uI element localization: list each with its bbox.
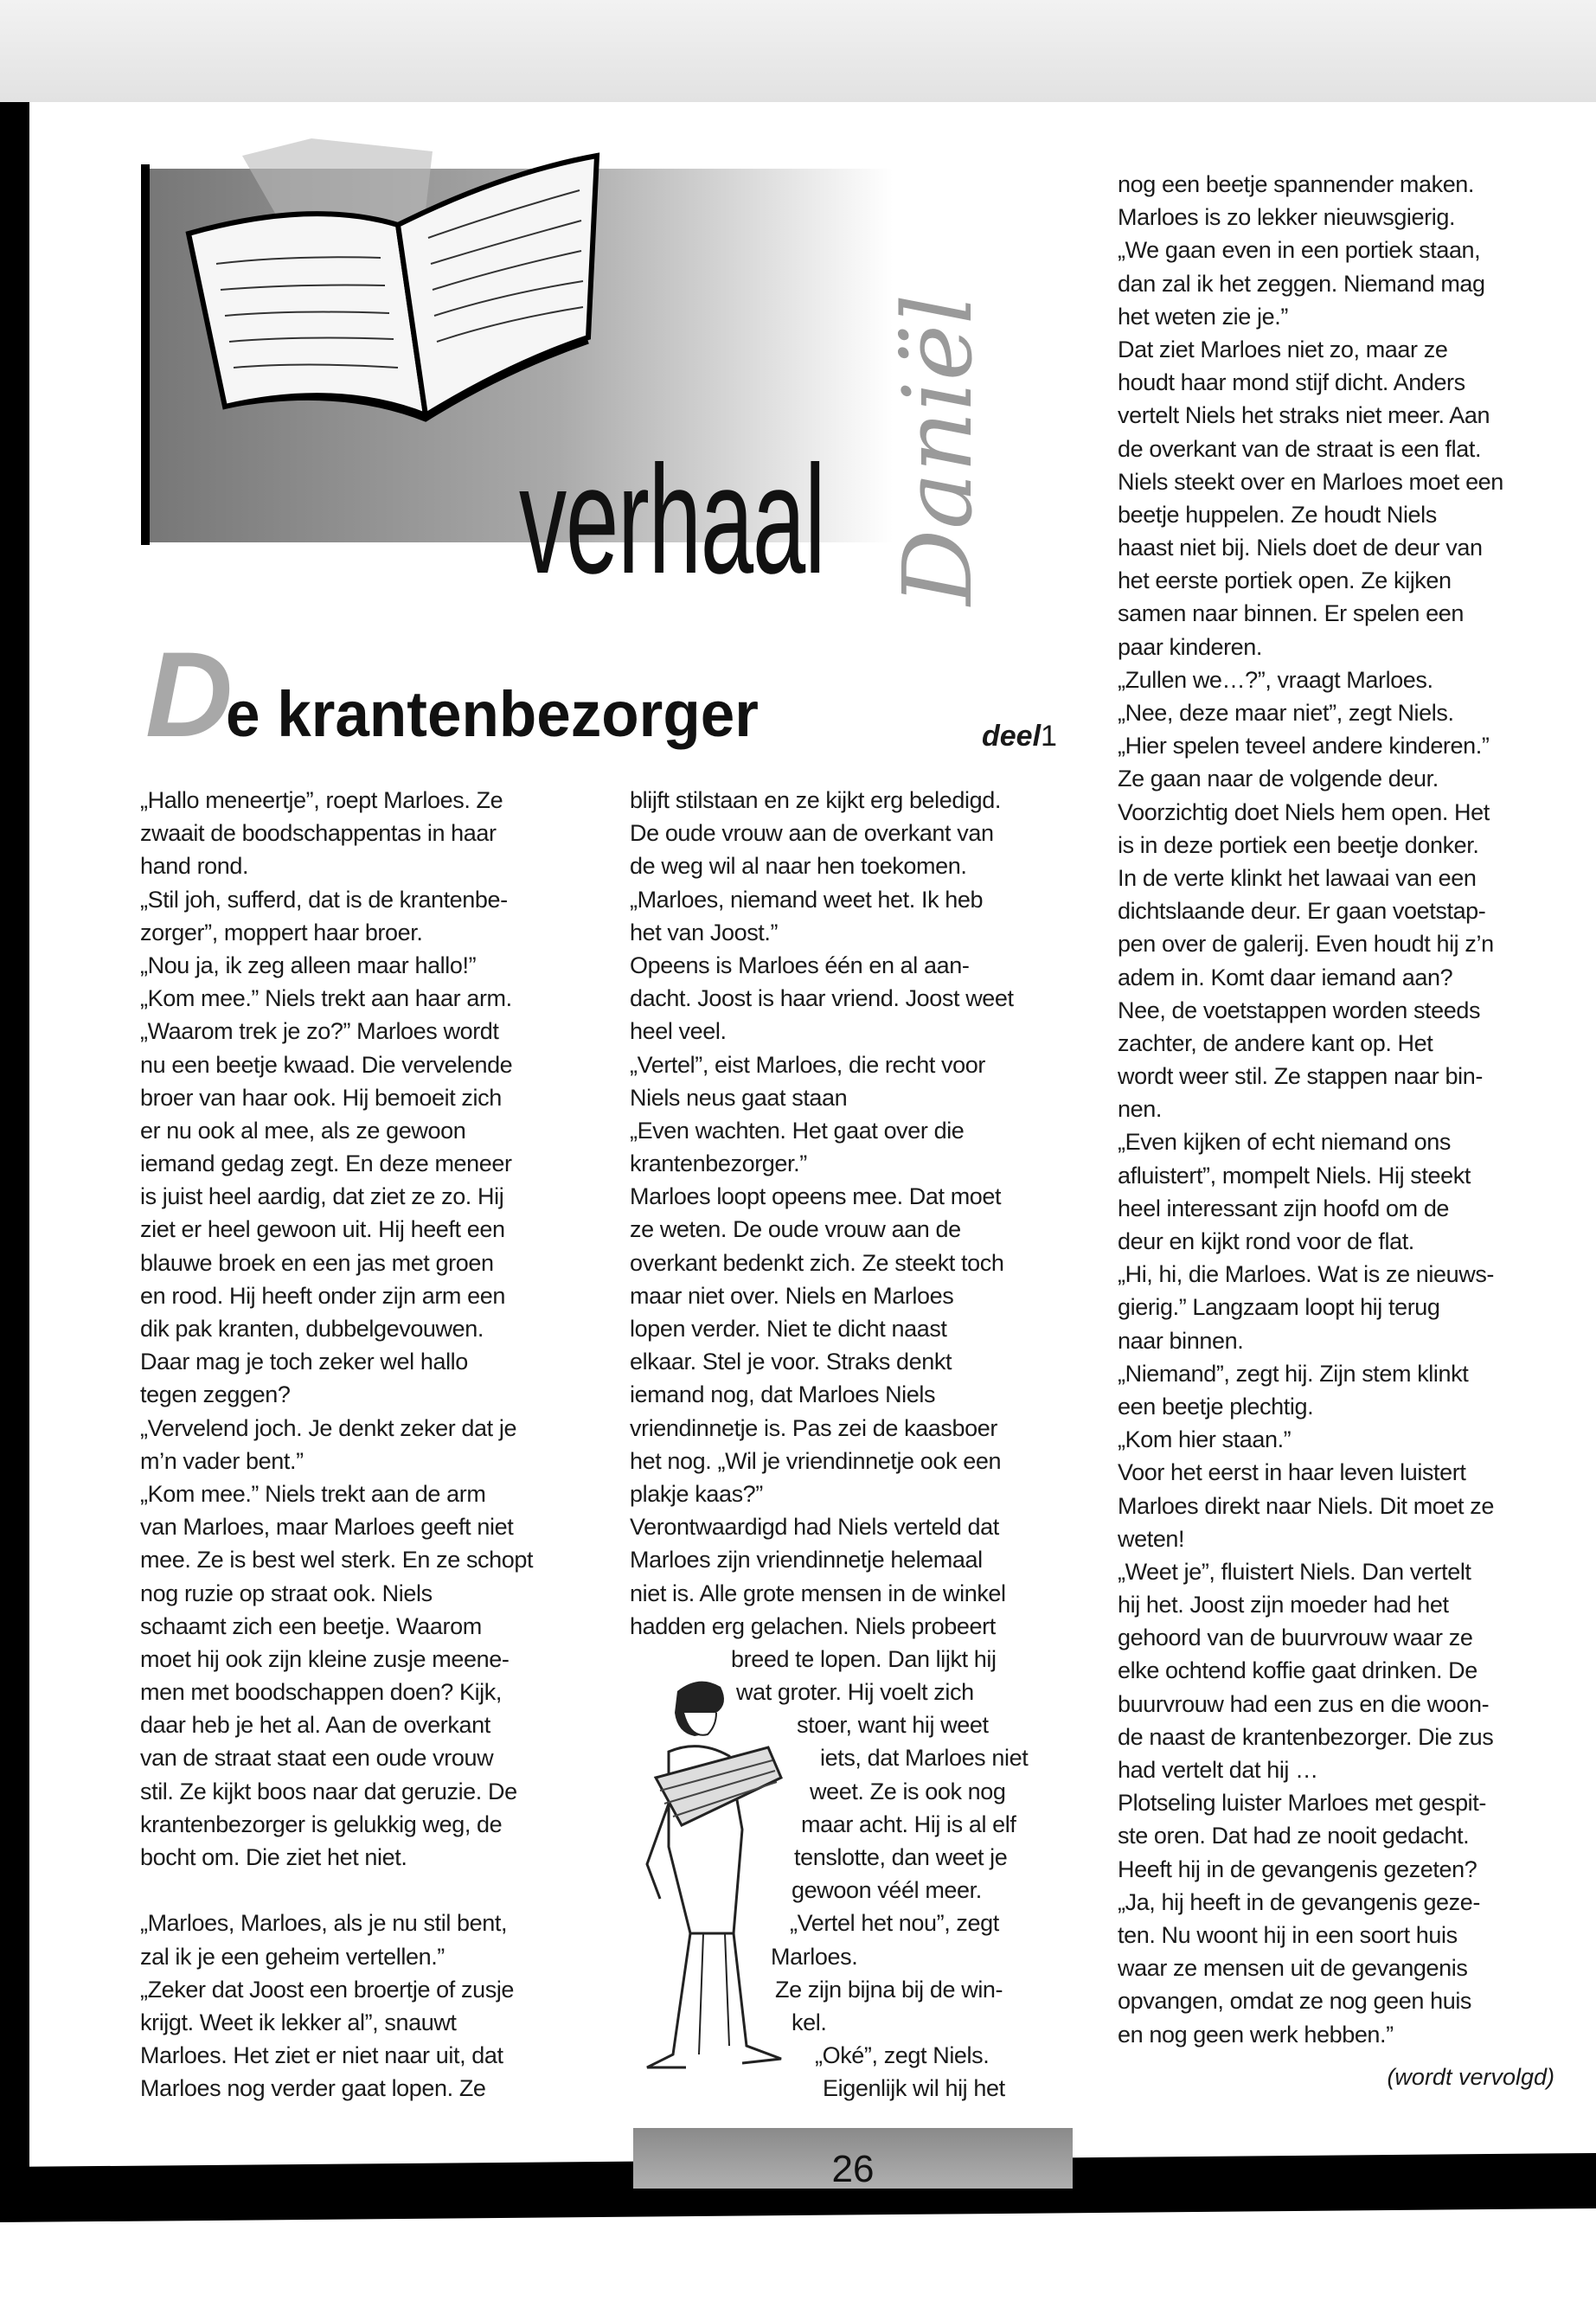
- text-line: beetje huppelen. Ze houdt Niels: [1118, 501, 1437, 528]
- continued-note: (wordt vervolgd): [1387, 2064, 1554, 2090]
- text-line: stoer, want hij weet: [797, 1712, 989, 1739]
- text-line: „Vertel het nou”, zegt: [790, 1910, 999, 1937]
- text-line: adem in. Komt daar iemand aan?: [1118, 964, 1453, 990]
- text-line: maar niet over. Niels en Marloes: [630, 1282, 954, 1309]
- text-line: m’n vader bent.”: [140, 1447, 304, 1474]
- text-line: een beetje plechtig.: [1118, 1393, 1314, 1420]
- title-text: e krantenbezorger: [226, 678, 759, 750]
- text-line: Verontwaardigd had Niels verteld dat: [630, 1514, 999, 1541]
- text-line: blijft stilstaan en ze kijkt erg beledigd.: [630, 787, 1001, 813]
- text-line: [140, 1874, 599, 1907]
- text-line: Heeft hij in de gevangenis gezeten?: [1118, 1856, 1477, 1882]
- text-line: Nee, de voetstappen worden steeds: [1118, 997, 1481, 1023]
- text-line: weten!: [1118, 1525, 1185, 1552]
- text-line: er nu ook al mee, als ze gewoon: [140, 1117, 466, 1144]
- text-line: iets, dat Marloes niet: [820, 1745, 1029, 1772]
- text-line: „Even kijken of echt niemand ons: [1118, 1129, 1451, 1156]
- text-line: hand rond.: [140, 853, 249, 880]
- text-line: weet. Ze is ook nog: [810, 1778, 1006, 1804]
- text-line: Marloes zijn vriendinnetje helemaal: [630, 1547, 983, 1574]
- text-line: Niels steekt over en Marloes moet een: [1118, 468, 1503, 495]
- text-line: In de verte klinkt het lawaai van een: [1118, 864, 1477, 891]
- text-line: plakje kaas?”: [630, 1480, 763, 1507]
- text-line: „Marloes, Marloes, als je nu stil bent,: [140, 1910, 508, 1937]
- text-line: opvangen, omdat ze nog geen huis: [1118, 1988, 1472, 2015]
- text-line: iemand gedag zegt. En deze meneer: [140, 1150, 512, 1177]
- text-line: men met boodschappen doen? Kijk,: [140, 1679, 502, 1706]
- text-column-1: [140, 784, 599, 2106]
- text-line: het nog. „Wil je vriendinnetje ook een: [630, 1447, 1002, 1474]
- text-line: „Niemand”, zegt hij. Zijn stem klinkt: [1118, 1360, 1469, 1387]
- text-line: pen over de galerij. Even houdt hij z’n: [1118, 931, 1494, 958]
- text-line: zwaait de boodschappentas in haar: [140, 820, 497, 847]
- text-line: gehoord van de buurvrouw waar ze: [1118, 1625, 1473, 1651]
- text-line: het weten zie je.”: [1118, 303, 1288, 330]
- text-line: dik pak kranten, dubbelgevouwen.: [140, 1316, 484, 1342]
- text-line: zal ik je een geheim vertellen.”: [140, 1943, 445, 1970]
- text-line: „Marloes, niemand weet het. Ik heb: [630, 886, 984, 913]
- text-line: Marloes. Het ziet er niet naar uit, dat: [140, 2042, 503, 2069]
- text-line: kel.: [792, 2009, 827, 2035]
- text-line: is juist heel aardig, dat ziet ze zo. Hij: [140, 1183, 504, 1210]
- text-line: daar heb je het al. Aan de overkant: [140, 1712, 490, 1739]
- text-line: Marloes.: [771, 1943, 858, 1970]
- text-line: „Vervelend joch. Je denkt zeker dat je: [140, 1414, 517, 1441]
- section-label: verhaal: [519, 433, 825, 606]
- text-line: „Even wachten. Het gaat over die: [630, 1117, 965, 1144]
- title-drop-cap: D: [145, 626, 227, 762]
- text-line: ze weten. De oude vrouw aan de: [630, 1216, 961, 1243]
- text-line: Voor het eerst in haar leven luistert: [1118, 1459, 1466, 1486]
- text-line: dan zal ik het zeggen. Niemand mag: [1118, 270, 1485, 297]
- text-line: Ze zijn bijna bij de win-: [775, 1976, 1003, 2003]
- text-line: nog ruzie op straat ook. Niels: [140, 1580, 433, 1606]
- text-line: maar acht. Hij is al elf: [801, 1811, 1016, 1837]
- text-line: bocht om. Die ziet het niet.: [140, 1844, 407, 1870]
- text-line: buurvrouw had een zus en die woon-: [1118, 1690, 1490, 1717]
- text-line: „Stil joh, sufferd, dat is de krantenbe-: [140, 886, 508, 913]
- text-line: De oude vrouw aan de overkant van: [630, 820, 994, 847]
- text-line: dacht. Joost is haar vriend. Joost weet: [630, 985, 1014, 1012]
- text-line: deur en kijkt rond voor de flat.: [1118, 1228, 1414, 1254]
- text-line: waar ze mensen uit de gevangenis: [1118, 1955, 1468, 1982]
- text-line: breed te lopen. Dan lijkt hij: [731, 1645, 997, 1672]
- text-line: Dat ziet Marloes niet zo, maar ze: [1118, 336, 1448, 362]
- text-line: de naast de krantenbezorger. Die zus: [1118, 1723, 1494, 1750]
- text-line: heel veel.: [630, 1018, 727, 1045]
- text-line: zorger”, moppert haar broer.: [140, 919, 423, 945]
- text-line: broer van haar ook. Hij bemoeit zich: [140, 1084, 502, 1111]
- text-line: hadden erg gelachen. Niels probeert: [630, 1612, 996, 1639]
- text-line: iemand nog, dat Marloes Niels: [630, 1381, 936, 1408]
- text-line: het eerste portiek open. Ze kijken: [1118, 567, 1452, 594]
- text-line: Ze gaan naar de volgende deur.: [1118, 766, 1439, 792]
- text-line: Daar mag je toch zeker wel hallo: [140, 1349, 468, 1375]
- text-line: „Kom mee.” Niels trekt aan de arm: [140, 1480, 486, 1507]
- text-line: „Hier spelen teveel andere kinderen.”: [1118, 733, 1490, 760]
- text-line: mee. Ze is best wel sterk. En ze schopt: [140, 1547, 534, 1574]
- text-column-3: [1118, 168, 1576, 2051]
- text-line: de overkant van de straat is een flat.: [1118, 435, 1482, 462]
- text-line: Opeens is Marloes één en al aan-: [630, 952, 970, 978]
- text-line: schaamt zich een beetje. Waarom: [140, 1612, 482, 1639]
- text-line: en rood. Hij heeft onder zijn arm een: [140, 1282, 505, 1309]
- text-line: had vertelt dat hij …: [1118, 1757, 1318, 1783]
- part-number: 1: [1041, 720, 1057, 753]
- text-line: ziet er heel gewoon uit. Hij heeft een: [140, 1216, 505, 1243]
- text-line: hij het. Joost zijn moeder had het: [1118, 1592, 1449, 1618]
- text-line: „Kom hier staan.”: [1118, 1426, 1292, 1453]
- text-line: „Zullen we…?”, vraagt Marloes.: [1118, 666, 1433, 693]
- text-line: „Ja, hij heeft in de gevangenis geze-: [1118, 1888, 1480, 1915]
- part-word: deel: [982, 720, 1042, 753]
- text-line: van de straat staat een oude vrouw: [140, 1745, 494, 1772]
- text-line: nu een beetje kwaad. Die vervelende: [140, 1051, 513, 1078]
- text-line: houdt haar mond stijf dicht. Anders: [1118, 369, 1465, 396]
- text-line: Marloes nog verder gaat lopen. Ze: [140, 2075, 486, 2102]
- text-line: wordt weer stil. Ze stappen naar bin-: [1118, 1063, 1483, 1090]
- text-line: Eigenlijk wil hij het: [823, 2075, 1005, 2102]
- scan-top-margin: [0, 0, 1596, 102]
- text-line: krijgt. Weet ik lekker al”, snauwt: [140, 2009, 457, 2035]
- text-line: ten. Nu woont hij in een soort huis: [1118, 1921, 1458, 1948]
- author-signature: Daniël: [882, 293, 993, 606]
- text-line: nen.: [1118, 1096, 1162, 1123]
- text-line: naar binnen.: [1118, 1327, 1244, 1354]
- text-line: Niels neus gaat staan: [630, 1084, 848, 1111]
- text-line: vriendinnetje is. Pas zei de kaasboer: [630, 1414, 997, 1441]
- text-line: lopen verder. Niet te dicht naast: [630, 1316, 947, 1342]
- text-line: dichtslaande deur. Er gaan voetstap-: [1118, 898, 1486, 925]
- text-line: „Hallo meneertje”, roept Marloes. Ze: [140, 787, 503, 813]
- text-line: ste oren. Dat had ze nooit gedacht.: [1118, 1823, 1470, 1849]
- text-line: gierig.” Langzaam loopt hij terug: [1118, 1294, 1440, 1321]
- text-line: tenslotte, dan weet je: [794, 1844, 1008, 1870]
- text-line: vertelt Niels het straks niet meer. Aan: [1118, 402, 1490, 429]
- text-line: „Nee, deze maar niet”, zegt Niels.: [1118, 700, 1454, 726]
- page-number: 26: [633, 2128, 1073, 2189]
- text-line: samen naar binnen. Er spelen een: [1118, 600, 1464, 627]
- text-line: Marloes is zo lekker nieuwsgierig.: [1118, 204, 1456, 231]
- text-line: „Weet je”, fluistert Niels. Dan vertelt: [1118, 1558, 1471, 1585]
- text-line: en nog geen werk hebben.”: [1118, 2021, 1394, 2048]
- article-title: [145, 625, 781, 765]
- text-line: elke ochtend koffie gaat drinken. De: [1118, 1657, 1477, 1684]
- text-line: „Hi, hi, die Marloes. Wat is ze nieuws-: [1118, 1261, 1495, 1288]
- text-line: „Vertel”, eist Marloes, die recht voor: [630, 1051, 985, 1078]
- text-line: „Kom mee.” Niels trekt aan haar arm.: [140, 985, 512, 1012]
- text-line: van Marloes, maar Marloes geeft niet: [140, 1514, 514, 1541]
- text-line: is in deze portiek een beetje donker.: [1118, 831, 1479, 858]
- text-line: „Zeker dat Joost een broertje of zusje: [140, 1976, 515, 2003]
- section-logo: [138, 121, 993, 606]
- text-line: afluistert”, mompelt Niels. Hij steekt: [1118, 1162, 1471, 1189]
- text-line: „We gaan even in een portiek staan,: [1118, 237, 1481, 264]
- text-line: het van Joost.”: [630, 919, 779, 945]
- part-indicator: [982, 720, 1057, 753]
- text-line: zachter, de andere kant op. Het: [1118, 1029, 1433, 1056]
- text-line: Marloes direkt naar Niels. Dit moet ze: [1118, 1492, 1494, 1519]
- text-line: „Nou ja, ik zeg alleen maar hallo!”: [140, 952, 477, 978]
- text-line: niet is. Alle grote mensen in de winkel: [630, 1580, 1006, 1606]
- text-line: de weg wil al naar hen toekomen.: [630, 853, 967, 880]
- text-line: krantenbezorger.”: [630, 1150, 807, 1177]
- text-line: moet hij ook zijn kleine zusje meene-: [140, 1645, 510, 1672]
- newspaper-boy-illustration: [630, 1674, 794, 2080]
- text-line: krantenbezorger is gelukkig weg, de: [140, 1811, 503, 1837]
- text-line: stil. Ze kijkt boos naar dat geruzie. De: [140, 1778, 517, 1804]
- text-line: gewoon véél meer.: [792, 1877, 982, 1904]
- text-line: paar kinderen.: [1118, 633, 1263, 660]
- scan-left-edge: [0, 102, 29, 2216]
- text-line: nog een beetje spannender maken.: [1118, 171, 1475, 197]
- text-line: „Waarom trek je zo?” Marloes wordt: [140, 1018, 499, 1045]
- text-line: elkaar. Stel je voor. Straks denkt: [630, 1349, 952, 1375]
- text-line: tegen zeggen?: [140, 1381, 291, 1408]
- text-line: wat groter. Hij voelt zich: [736, 1679, 974, 1706]
- text-line: heel interessant zijn hoofd om de: [1118, 1195, 1450, 1221]
- text-line: „Oké”, zegt Niels.: [815, 2042, 990, 2069]
- text-line: Voorzichtig doet Niels hem open. Het: [1118, 798, 1490, 825]
- text-line: blauwe broek en een jas met groen: [140, 1249, 494, 1276]
- text-line: overkant bedenkt zich. Ze steekt toch: [630, 1249, 1004, 1276]
- text-line: haast niet bij. Niels doet de deur van: [1118, 535, 1483, 561]
- text-line: Marloes loopt opeens mee. Dat moet: [630, 1183, 1002, 1210]
- text-line: Plotseling luister Marloes met gespit-: [1118, 1790, 1486, 1817]
